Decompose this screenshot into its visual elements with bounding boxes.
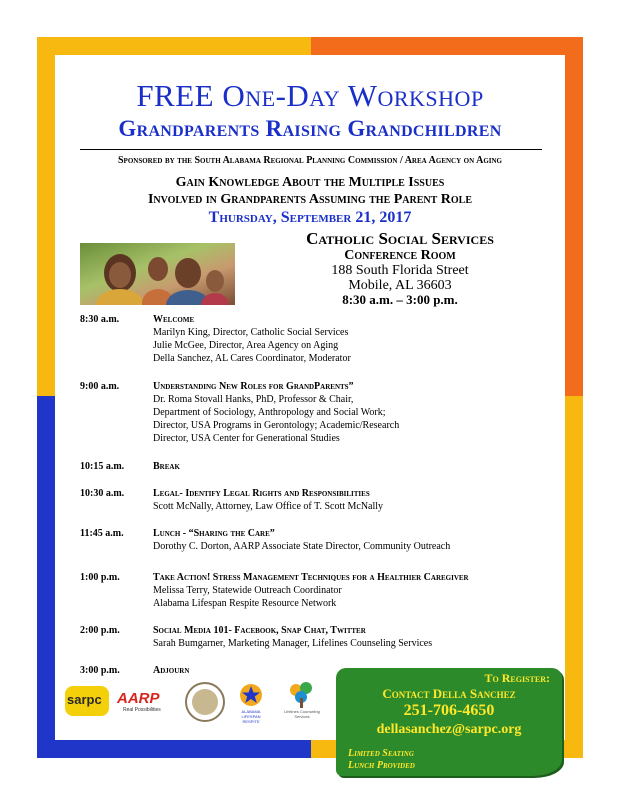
agenda-time: 2:00 p.m. — [80, 625, 120, 636]
agenda-title: Legal- Identify Legal Rights and Responsibilities — [153, 488, 370, 499]
frame-right-bottom — [565, 396, 583, 758]
register-phone: 251-706-4650 — [403, 702, 495, 719]
agenda-line: Dorothy C. Dorton, AARP Associate State Director, Community Outreach — [153, 541, 451, 552]
agenda-line: Director, USA Center for Generational Studies — [153, 433, 340, 444]
frame-left-bottom — [37, 396, 55, 758]
agenda-line: Julie McGee, Director, Area Agency on Aging — [153, 340, 339, 351]
agenda-time: 3:00 p.m. — [80, 665, 120, 676]
agenda-title: Lunch - “Sharing the Care” — [153, 528, 275, 539]
agenda-line: Sarah Bumgarner, Marketing Manager, Lifelines Counseling Services — [153, 638, 433, 649]
respite-logo: ALABAMA LIFESPAN RESPITE — [233, 682, 269, 720]
frame-top-right — [311, 37, 583, 55]
tagline-1: Gain Knowledge About the Multiple Issues — [175, 175, 445, 190]
agenda-line: Scott McNally, Attorney, Law Office of T. Scott McNally — [153, 501, 384, 512]
venue-city: Mobile, AL 36603 — [348, 278, 452, 293]
sponsor-logos — [65, 680, 335, 724]
register-note-seating: Limited Seating — [348, 748, 414, 759]
agenda-time: 9:00 a.m. — [80, 381, 120, 392]
page-title: FREE One-Day Workshop — [136, 78, 484, 113]
register-contact: Contact Della Sanchez — [382, 686, 516, 701]
tree-icon — [279, 680, 325, 708]
agenda-line: Director, USA Programs in Gerontology; Academic/Research — [153, 420, 400, 431]
agenda-title: Understanding New Roles for GrandParents” — [153, 381, 354, 392]
frame-bottom-left — [37, 740, 311, 758]
agenda-title: Take Action! Stress Management Techniques for a Healthier Caregiver — [153, 572, 469, 583]
sarpc-logo: sarpc — [65, 686, 109, 716]
agenda-line: Alabama Lifespan Respite Resource Network — [153, 598, 337, 609]
event-date: Thursday, September 21, 2017 — [208, 209, 412, 226]
frame-top-left — [37, 37, 311, 55]
agenda-title: Adjourn — [153, 665, 190, 676]
page-subtitle: Grandparents Raising Grandchildren — [118, 116, 502, 141]
agenda-title: Break — [153, 461, 180, 472]
venue-room: Conference Room — [344, 248, 456, 263]
agenda-line: Department of Sociology, Anthropology and Social Work; — [153, 407, 386, 418]
frame-left-top — [37, 37, 55, 396]
registration-box — [336, 668, 562, 776]
agenda-time: 10:15 a.m. — [80, 461, 125, 472]
register-heading: To Register: — [484, 671, 550, 685]
aarp-logo: AARP Real Possibilities — [117, 690, 161, 713]
star-icon — [233, 682, 269, 708]
government-seal-logo — [185, 682, 225, 722]
register-email: dellasanchez@sarpc.org — [376, 722, 522, 737]
agenda-line: Melissa Terry, Statewide Outreach Coordinator — [153, 585, 342, 596]
family-photo-illustration — [80, 243, 235, 305]
lifelines-logo: Lifelines Counseling Services — [279, 680, 325, 720]
frame-right-top — [565, 37, 583, 396]
agenda-title: Social Media 101- Facebook, Snap Chat, Twitter — [153, 625, 366, 636]
sponsor-line: Sponsored by the South Alabama Regional Planning Commission / Area Agency on Aging — [118, 155, 502, 166]
tagline-2: Involved in Grandparents Assuming the Parent Role — [147, 192, 473, 207]
agenda-line: Della Sanchez, AL Cares Coordinator, Moderator — [153, 353, 351, 364]
agenda-time: 1:00 p.m. — [80, 572, 120, 583]
family-photo — [80, 243, 235, 305]
venue-street: 188 South Florida Street — [331, 263, 469, 278]
agenda-line: Marilyn King, Director, Catholic Social Services — [153, 327, 349, 338]
divider — [80, 149, 542, 150]
agenda-line: Dr. Roma Stovall Hanks, PhD, Professor & Chair, — [153, 394, 354, 405]
agenda-title: Welcome — [153, 314, 195, 325]
agenda-time: 10:30 a.m. — [80, 488, 125, 499]
register-note-lunch: Lunch Provided — [348, 760, 415, 771]
agenda-time: 11:45 a.m. — [80, 528, 124, 539]
agenda-time: 8:30 a.m. — [80, 314, 120, 325]
venue-name: Catholic Social Services — [306, 229, 494, 248]
venue-hours: 8:30 a.m. – 3:00 p.m. — [342, 292, 458, 307]
